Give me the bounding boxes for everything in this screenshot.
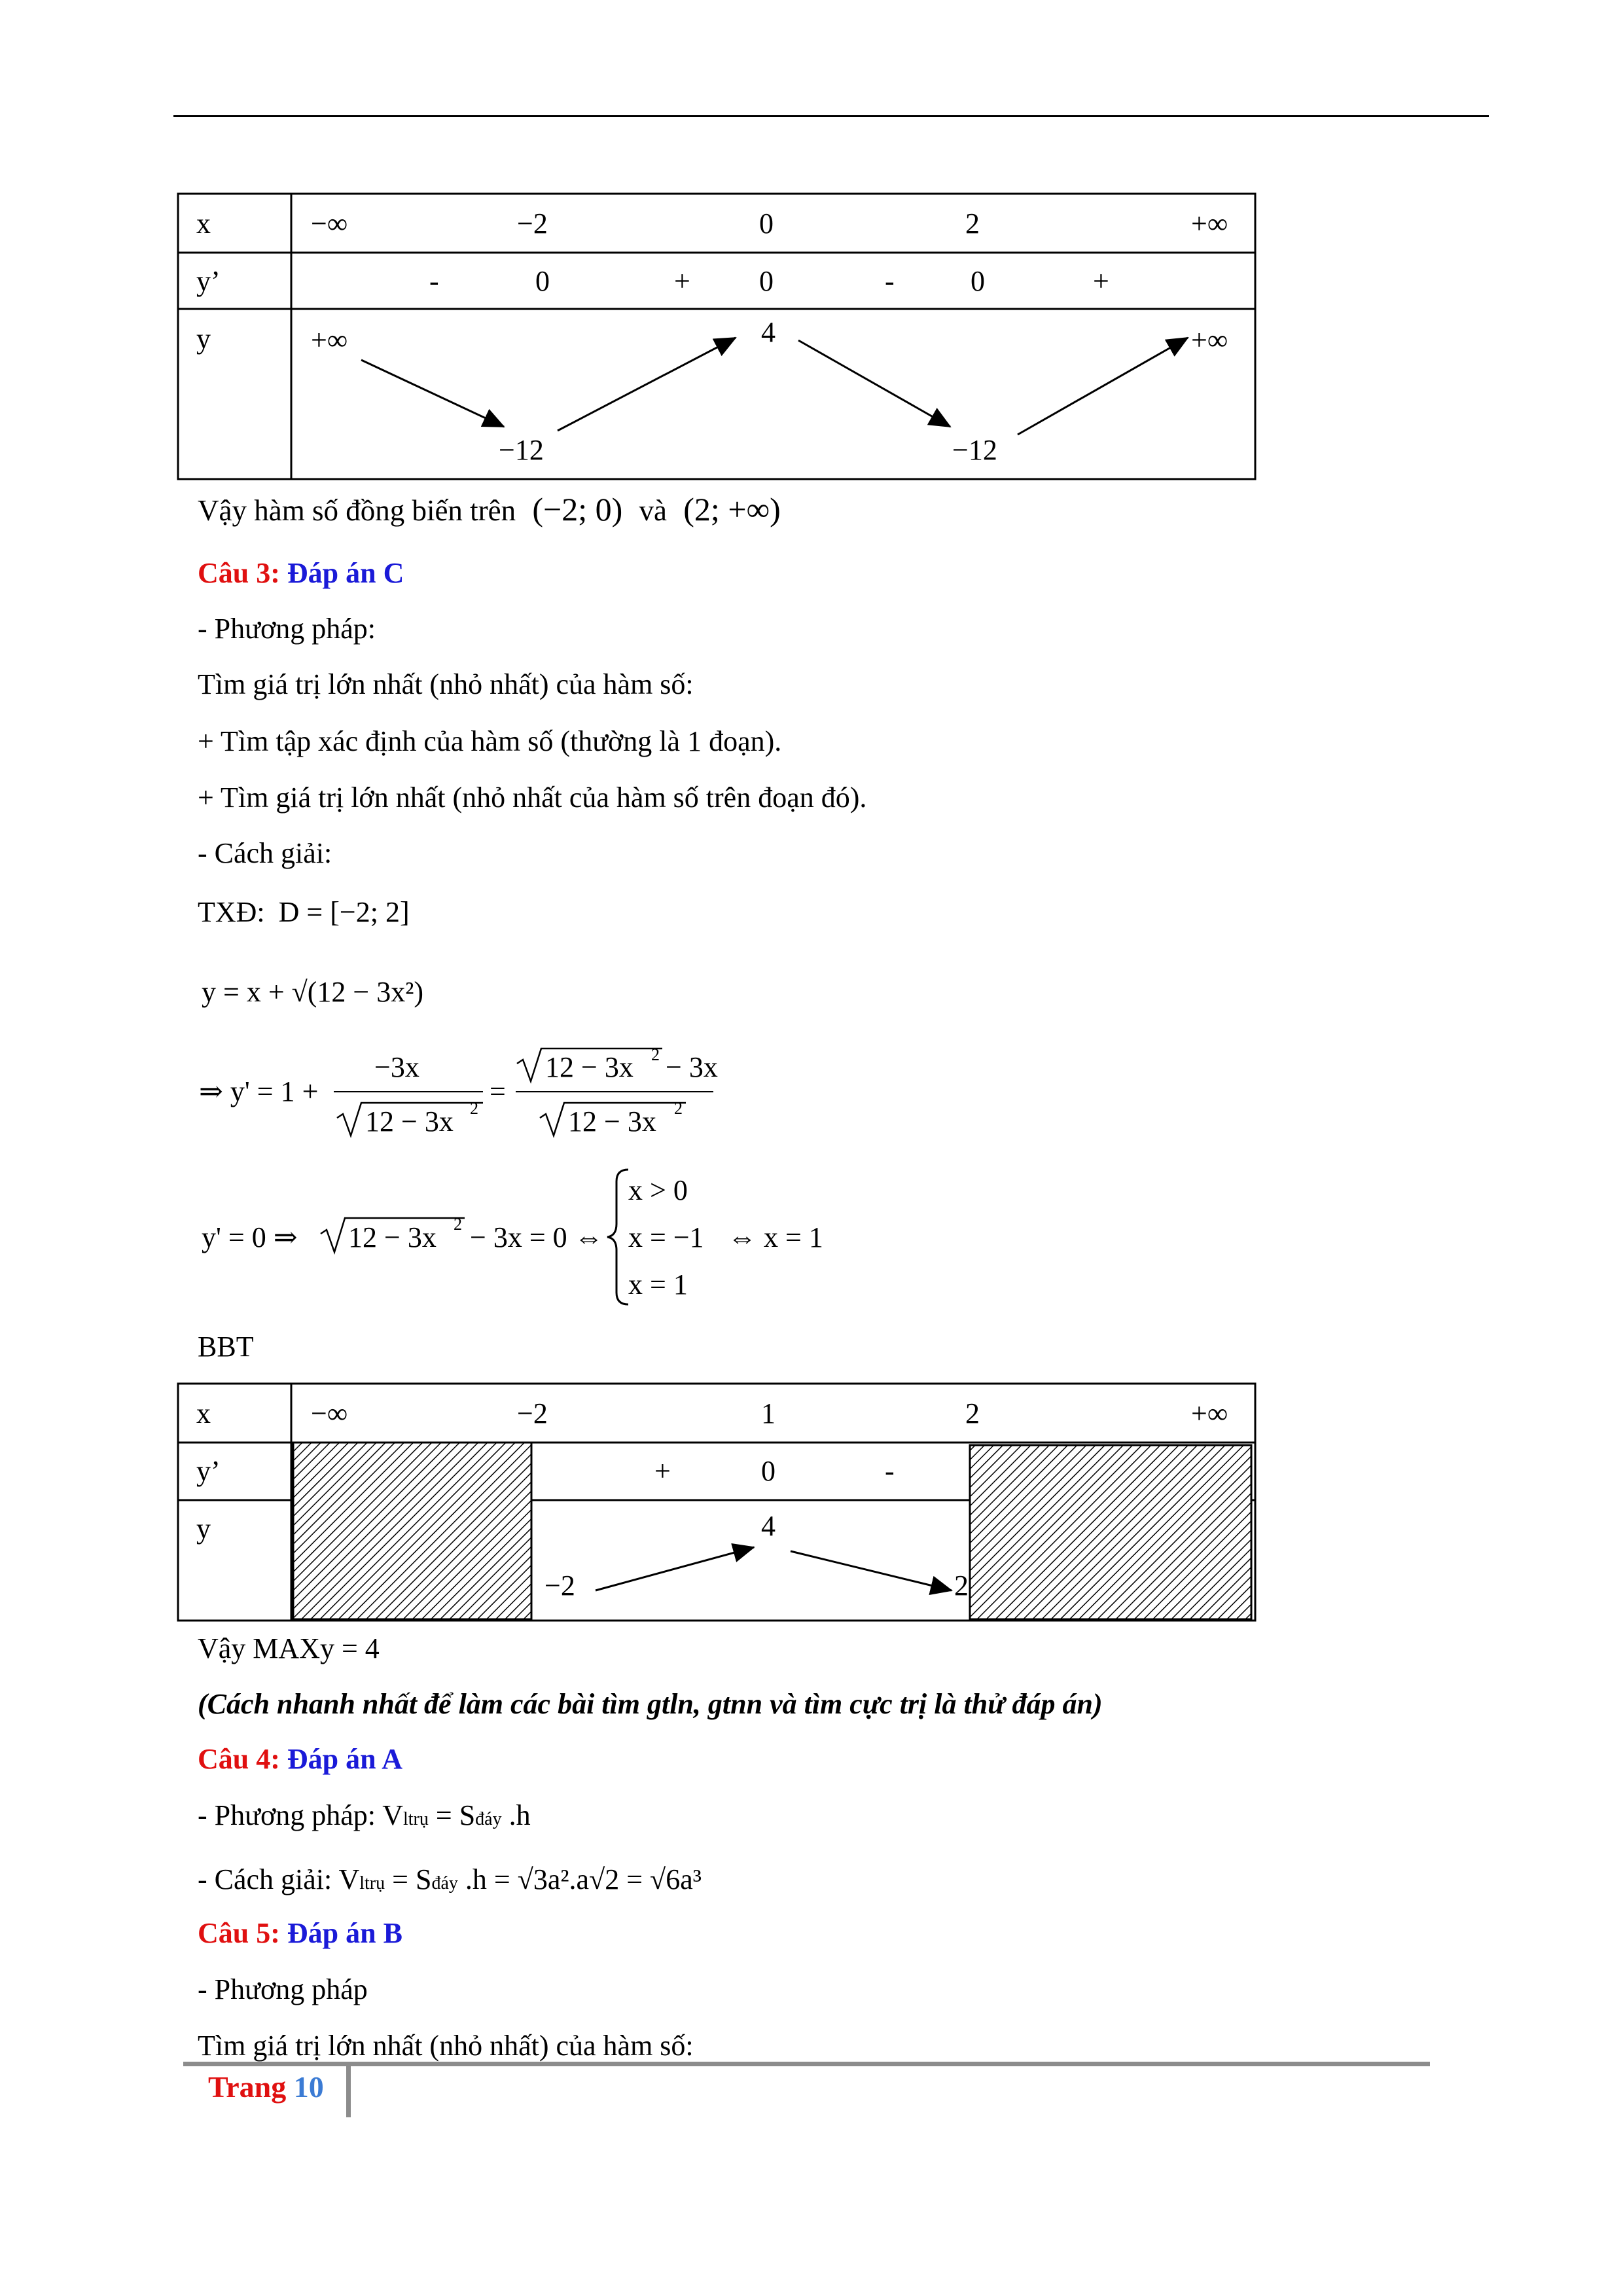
q5-title: Câu 5:	[198, 1917, 280, 1949]
frac2-denominator: 12 − 3x	[568, 1105, 656, 1138]
q3-line1: Tìm giá trị lớn nhất (nhỏ nhất) của hàm số:	[198, 668, 694, 700]
interval-2: (2; +∞)	[683, 491, 781, 528]
q4-solution	[198, 1863, 702, 1901]
sup-2: 2	[651, 1045, 660, 1064]
q4-method-tail: .h	[501, 1799, 531, 1831]
conclusion-1-text: Vậy hàm số đồng biến trên	[198, 494, 516, 527]
t1-y-value: 4	[761, 316, 776, 348]
t2-sign: -	[885, 1455, 895, 1487]
q3-answer: Đáp án C	[287, 557, 404, 589]
hatched-region-right	[970, 1445, 1251, 1619]
q3-solution-label: - Cách giải:	[198, 837, 332, 869]
sup-2: 2	[674, 1099, 683, 1118]
q3-domain-line	[198, 895, 410, 929]
t1-arrow-up	[1018, 338, 1188, 435]
page-number: 10	[293, 2070, 324, 2104]
q4-method-mid: = S	[428, 1799, 476, 1831]
q4-sub-day: đáy	[431, 1873, 458, 1893]
t1-y-value: +∞	[1191, 324, 1228, 356]
t1-sign: 0	[535, 265, 550, 297]
frac2-numerator-tail: − 3x	[666, 1051, 718, 1083]
interval-1: (−2; 0)	[532, 491, 623, 528]
q3-line3: + Tìm giá trị lớn nhất (nhỏ nhất của hàm số trên đoạn đó).	[198, 781, 867, 814]
equation-yprime	[196, 1041, 720, 1145]
t1-y-value: −12	[952, 434, 997, 466]
t1-label-x: x	[196, 207, 211, 240]
equation-system	[196, 1162, 851, 1312]
t2-y-value: 4	[761, 1510, 776, 1542]
t1-arrow-down	[798, 340, 950, 427]
conclusion-2: Vậy MAXy = 4	[198, 1632, 380, 1664]
t1-x-value: 2	[965, 207, 980, 240]
t1-sign: +	[674, 265, 690, 297]
q4-heading	[198, 1742, 402, 1776]
q4-method-mid: = S	[385, 1863, 432, 1895]
brace	[607, 1170, 628, 1304]
t1-arrow-up	[558, 338, 736, 431]
bbt-label: BBT	[198, 1331, 254, 1363]
q4-method	[198, 1799, 531, 1837]
page-footer	[208, 2070, 324, 2104]
t1-sign: -	[885, 265, 895, 297]
q4-answer: Đáp án A	[287, 1743, 402, 1775]
t2-y-value: 2	[954, 1570, 969, 1602]
domain-value: D = [−2; 2]	[278, 896, 410, 928]
q4-solution-prefix: - Cách giải: V	[198, 1863, 360, 1895]
t2-label-y: y	[196, 1513, 211, 1545]
t1-sign: -	[429, 265, 439, 297]
equals-sign: =	[490, 1075, 506, 1107]
q5-heading	[198, 1916, 402, 1950]
t2-arrow-up	[596, 1547, 754, 1590]
t2-label-x: x	[196, 1397, 211, 1429]
t2-arrow-down	[791, 1551, 952, 1590]
q3-title: Câu 3:	[198, 557, 280, 589]
q4-solution-tail: .h = √3a².a√2 = √6a³	[457, 1863, 702, 1895]
t2-x-value: −∞	[311, 1397, 348, 1429]
t1-y-value: −12	[499, 434, 544, 466]
t1-x-value: 0	[759, 207, 774, 240]
page-word: Trang	[208, 2070, 287, 2104]
yprime-lhs: ⇒ y' = 1 +	[199, 1075, 319, 1107]
q4-sub-ltru: ltrụ	[402, 1809, 429, 1829]
t2-x-value: 2	[965, 1397, 980, 1429]
eq3-lhs: y' = 0 ⇒	[202, 1221, 298, 1253]
sys-line: x = 1	[628, 1268, 688, 1300]
footer-vertical-rule	[346, 2066, 351, 2117]
t2-x-value: −2	[517, 1397, 548, 1429]
footer-rule	[183, 2062, 1430, 2066]
q3-heading	[198, 556, 404, 590]
sys-line: x = −1	[628, 1221, 704, 1253]
t2-y-value: −2	[544, 1570, 575, 1602]
t2-x-value: +∞	[1191, 1397, 1228, 1429]
variation-table-2	[177, 1382, 1257, 1622]
q4-sub-day: đáy	[475, 1809, 502, 1829]
q4-sub-ltru: ltrụ	[359, 1873, 385, 1893]
t1-y-value: +∞	[311, 324, 348, 356]
eq3-result: ⇔ x = 1	[728, 1221, 823, 1253]
txd-label: TXĐ:	[198, 896, 265, 928]
header-rule	[173, 115, 1489, 117]
and-word: và	[639, 494, 668, 527]
frac1-denominator: 12 − 3x	[365, 1105, 454, 1138]
t1-arrow-down	[361, 360, 504, 427]
sys-line: x > 0	[628, 1174, 688, 1206]
equation-y: y = x + √(12 − 3x²)	[202, 976, 424, 1008]
t1-sign: 0	[971, 265, 985, 297]
t2-sign: +	[654, 1455, 671, 1487]
conclusion-1	[198, 492, 781, 528]
variation-table-1	[177, 192, 1257, 480]
tip-text: (Cách nhanh nhất để làm các bài tìm gtln, gtnn và tìm cực trị là thử đáp án)	[198, 1688, 1103, 1720]
eq3-mid: 12 − 3x	[348, 1221, 437, 1253]
q5-method-label: - Phương pháp	[198, 1973, 368, 2005]
t1-x-value: +∞	[1191, 207, 1228, 240]
t2-x-value: 1	[761, 1397, 776, 1429]
q4-method-prefix: - Phương pháp: V	[198, 1799, 403, 1831]
eq3-tail: − 3x = 0 ⇔	[470, 1221, 603, 1253]
frac2-numerator: 12 − 3x	[545, 1051, 633, 1083]
t2-label-yprime: y’	[196, 1455, 221, 1487]
t1-label-yprime: y’	[196, 265, 221, 297]
q5-answer: Đáp án B	[287, 1917, 402, 1949]
q3-method-label: - Phương pháp:	[198, 613, 376, 645]
hatched-region-left	[293, 1443, 531, 1619]
t1-sign: 0	[759, 265, 774, 297]
t1-sign: +	[1093, 265, 1109, 297]
t1-x-value: −∞	[311, 207, 348, 240]
frac1-numerator: −3x	[374, 1051, 419, 1083]
q3-line2: + Tìm tập xác định của hàm số (thường là 1 đoạn).	[198, 725, 782, 757]
t1-x-value: −2	[517, 207, 548, 240]
q4-title: Câu 4:	[198, 1743, 280, 1775]
sup-2: 2	[454, 1215, 462, 1234]
sup-2: 2	[470, 1099, 478, 1118]
t2-sign: 0	[761, 1455, 776, 1487]
t1-label-y: y	[196, 323, 211, 355]
q5-line1: Tìm giá trị lớn nhất (nhỏ nhất) của hàm số:	[198, 2030, 694, 2062]
